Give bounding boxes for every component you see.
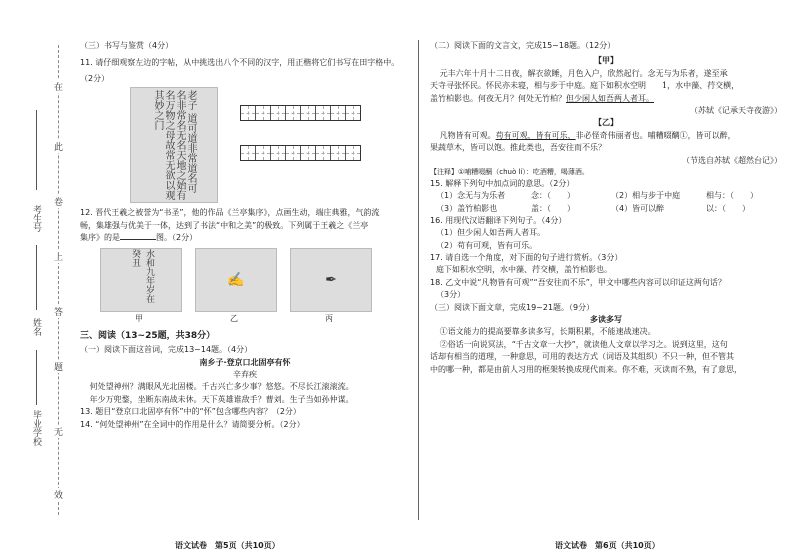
annotation-note: 【注释】①哺糟啜醨（chuò lí）：吃酒糟，喝薄酒。 xyxy=(430,167,589,176)
q15-answer-4[interactable]: 以：（ ） xyxy=(706,203,750,213)
reading-sub1: （一）阅读下面这首词，完成13~14题。（4分） xyxy=(80,345,253,355)
binding-margin xyxy=(0,0,78,560)
poem-author: 辛弃疾 xyxy=(233,370,257,380)
essay-para-4: 中的哪一种，都是由前人习用的框架转换成现代而来。你不难，灭读而不熟，有了意思， xyxy=(430,364,742,374)
q12-line3 xyxy=(80,232,410,244)
yi-para-1-underlined: 苟有可观，皆有可乐， xyxy=(495,130,576,140)
sample-bing-image: ✒ xyxy=(290,248,372,312)
field-school-line[interactable] xyxy=(36,350,37,405)
q14-text: 14. “何处望神州”在全词中的作用是什么？请简要分析。（2分） xyxy=(80,419,305,429)
essay-title: 多读多写 xyxy=(590,315,622,325)
jia-para-3-underlined: 但少闲人如吾两人者耳。 xyxy=(566,93,654,103)
q17-quote: 庭下如积水空明，水中藻、荇交横，盖竹柏影也。 xyxy=(436,265,612,275)
q15-answer-2[interactable]: 相与：（ ） xyxy=(706,191,758,201)
yi-label: 【乙】 xyxy=(594,118,618,128)
sample-bing-label: 丙 xyxy=(325,314,333,324)
poem-line-1: 何处望神州？满眼风光北固楼。千古兴亡多少事？悠悠。不尽长江滚滚流。 xyxy=(89,382,354,392)
sample-jia-label: 甲 xyxy=(135,314,143,324)
tianzi-cell[interactable] xyxy=(331,106,346,120)
q12-line3-b: 图。（2分） xyxy=(156,232,198,242)
q12-line2: 畅，集雄强与优美于一体，达到了书法“中和之美”的极致。下列属于王羲之《兰亭 xyxy=(80,220,369,230)
tianzi-cell[interactable] xyxy=(346,146,360,160)
jia-para-3 xyxy=(430,93,782,105)
q15-item-4: （4）皆可以醉 xyxy=(611,203,665,213)
calligraphy-model-text: 老子 道可道非常道名可名非常名无名天地之始有名万物之母故常无欲以观其妙之门 xyxy=(152,90,196,201)
tianzi-cell[interactable] xyxy=(331,146,346,160)
seal-word: 在 xyxy=(54,80,63,93)
yi-source: （节选自苏轼《超然台记》） xyxy=(682,155,782,165)
tianzi-cell[interactable] xyxy=(316,146,331,160)
q15-answer-3[interactable]: 盖：（ ） xyxy=(531,203,575,213)
q15-text: 15. 解释下列句中加点词的意思。（2分） xyxy=(430,178,575,188)
tianzi-grid-top[interactable] xyxy=(240,105,361,121)
yi-para-1-a: 凡物皆有可观。 xyxy=(439,130,496,140)
tianzi-cell[interactable] xyxy=(271,106,286,120)
q11-area xyxy=(80,85,410,205)
tianzi-cell[interactable] xyxy=(346,106,360,120)
jia-source: （苏轼《记承天寺夜游》） xyxy=(690,105,782,115)
q16-text: 16. 用现代汉语翻译下列句子。（4分） xyxy=(430,215,567,225)
essay-para-1: ①语文能力的提高要靠多读多写，长期积累，不能速战速决。 xyxy=(439,327,656,337)
sample-yi-image: ✍ xyxy=(195,248,277,312)
field-exam-number-line[interactable] xyxy=(36,110,37,190)
left-page xyxy=(80,40,410,431)
tianzi-cell[interactable] xyxy=(286,106,301,120)
tianzi-cell[interactable] xyxy=(271,146,286,160)
seal-word: 上 xyxy=(54,250,63,263)
jia-label: 【甲】 xyxy=(594,56,618,66)
q18-text: 18. 乙文中说“凡物皆有可观”“吾安往而不乐”，甲文中哪些内容可以印证这两句话？ xyxy=(430,277,726,287)
sample-yi-label: 乙 xyxy=(230,314,238,324)
seal-word: 此 xyxy=(54,140,63,153)
jia-para-1: 元丰六年十月十二日夜，解衣欲睡，月色入户，欣然起行。念无与为乐者，遂至承 xyxy=(439,68,728,78)
q15-item-3: （3）盖竹柏影也 xyxy=(436,203,498,213)
page-divider xyxy=(418,40,419,520)
jia-para-2: 天寺寻张怀民。怀民亦未寝，相与步于中庭。庭下如积水空明 1，水中藻、荇交横， xyxy=(430,81,740,91)
poem-title: 南乡子·登京口北固亭有怀 xyxy=(199,357,291,367)
yi-para-2: 果蔬草木，皆可以饱。推此类也，吾安往而不乐？ xyxy=(430,143,606,153)
tianzi-cell[interactable] xyxy=(286,146,301,160)
q12-answer-blank[interactable] xyxy=(120,239,156,240)
right-footer: 语文试卷 第6页（共10页） xyxy=(555,541,660,550)
q13-text: 13. 题目“登京口北固亭有怀”中的“怀”包含哪些内容？（2分） xyxy=(80,407,301,417)
q11-text: 11. 请仔细观察左边的字帖，从中挑选出八个不同的汉字，用正楷将它们书写在田字格中。 xyxy=(80,58,400,68)
seal-dashed-line xyxy=(58,45,59,515)
reading-sub3: （三）阅读下面文章，完成19~21题。（9分） xyxy=(430,302,595,312)
seal-word: 无 xyxy=(54,425,63,438)
seal-word: 效 xyxy=(54,488,63,501)
q15-item-1: （1）念无与为乐者 xyxy=(436,191,506,201)
tianzi-cell[interactable] xyxy=(301,146,316,160)
q12-line3-a: 集序》的是 xyxy=(80,232,120,242)
q12-samples xyxy=(80,248,410,328)
calligraphy-model-image xyxy=(130,87,218,203)
tianzi-cell[interactable] xyxy=(241,106,256,120)
q12-line1: 12. 晋代王羲之被誉为“书圣”，他的作品《兰亭集序》，点画生动，端庄典雅，气韵流 xyxy=(80,208,380,218)
field-name-line[interactable] xyxy=(36,245,37,310)
field-school-label: 毕业学校 xyxy=(31,410,41,446)
q16-item-2: （2）苟有可观，皆有可乐。 xyxy=(436,240,538,250)
tianzi-cell[interactable] xyxy=(256,146,271,160)
yi-para-1 xyxy=(430,130,782,142)
classical-sub2: （二）阅读下面的文言文，完成15~18题。（12分） xyxy=(430,41,616,50)
jia-para-3-text: 盖竹柏影也。何夜无月？何处无竹柏？ xyxy=(430,93,566,103)
q17-text: 17. 请自选一个角度，对下面的句子进行赏析。（3分） xyxy=(430,253,623,263)
seal-word: 答 xyxy=(54,305,63,318)
q11-score: （2分） xyxy=(80,73,110,83)
q15-items xyxy=(430,190,782,215)
tianzi-cell[interactable] xyxy=(301,106,316,120)
q15-answer-1[interactable]: 念：（ ） xyxy=(531,191,575,201)
tianzi-cell[interactable] xyxy=(256,106,271,120)
q15-item-2: （2）相与步于中庭 xyxy=(611,191,681,201)
tianzi-cell[interactable] xyxy=(316,106,331,120)
seal-word: 题 xyxy=(54,360,63,373)
left-footer: 语文试卷 第5页（共10页） xyxy=(175,541,280,550)
essay-para-3: 话却有相当的道理，一种意思，可用的表达方式（词语及其组织）不只一种，但不管其 xyxy=(430,352,734,362)
right-page xyxy=(430,40,782,376)
q16-item-1: （1）但少闲人如吾两人者耳。 xyxy=(436,228,546,238)
q18-score: （3分） xyxy=(436,290,466,300)
section-calligraphy-title: （三）书写与鉴赏（4分） xyxy=(80,41,174,50)
poem-line-2: 年少万兜鍪，坐断东南战未休。天下英雄谁敌手？曹刘。生子当如孙仲谋。 xyxy=(89,394,354,404)
reading-section-header: 三、阅读（13~25题，共38分） xyxy=(80,331,216,342)
tianzi-cell[interactable] xyxy=(241,146,256,160)
sample-jia-image xyxy=(100,248,182,312)
field-exam-number-label: 考生号 xyxy=(31,205,41,232)
sample-jia-text: 水和九年岁在癸丑 xyxy=(130,249,154,304)
essay-para-2: ②俗话一向说冥法，“千古文章一大抄”，就读他人文章以学习之。说到这里，这句 xyxy=(439,339,728,349)
yi-para-1-b: 非必怪奇伟丽者也。哺糟啜醨①，皆可以醉， xyxy=(575,130,736,140)
seal-word: 卷 xyxy=(54,195,63,208)
field-name-label: 姓名 xyxy=(31,318,41,336)
tianzi-grid-bottom[interactable] xyxy=(240,145,361,161)
